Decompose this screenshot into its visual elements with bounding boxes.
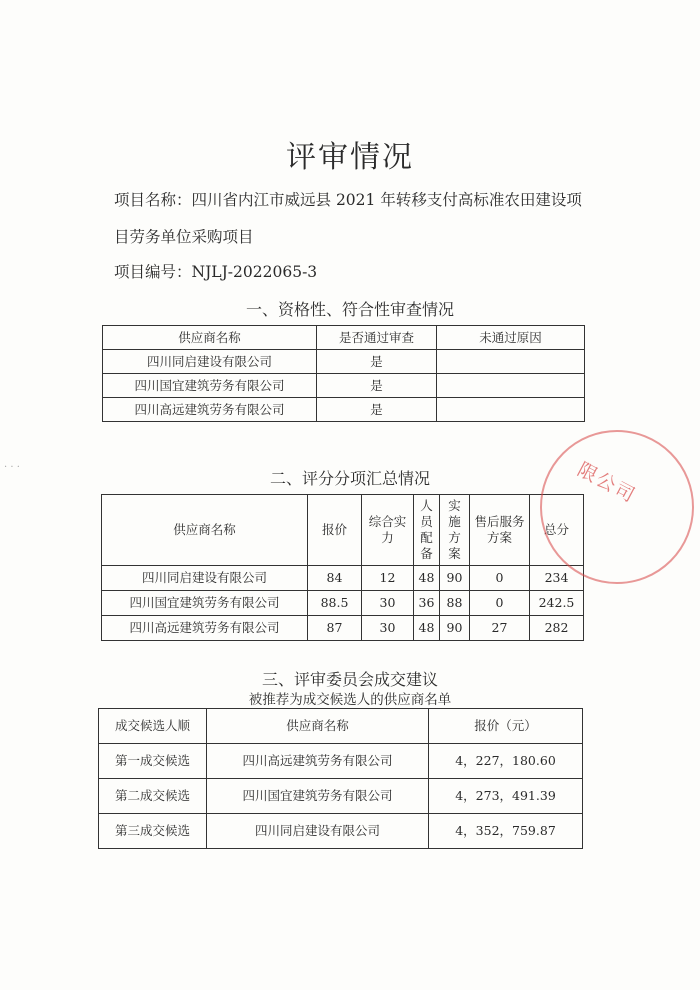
price-cell: 4，352，759.87 [429, 814, 583, 849]
score-cell: 88.5 [308, 591, 362, 616]
company-seal-text: 限公司 [573, 458, 640, 508]
total-cell: 282 [530, 616, 584, 641]
total-cell: 234 [530, 566, 584, 591]
supplier-cell: 四川同启建设有限公司 [102, 566, 308, 591]
table-row [103, 350, 585, 374]
header-cell: 是否通过审查 [317, 326, 437, 350]
score-cell: 36 [414, 591, 440, 616]
table-header-row [103, 326, 585, 350]
table-header-row [99, 709, 583, 744]
pass-cell: 是 [317, 398, 437, 422]
section3-title: 三、评审委员会成交建议 [261, 670, 438, 689]
score-cell: 48 [414, 616, 440, 641]
rank-cell: 第一成交候选 [99, 744, 207, 779]
header-cell: 未通过原因 [437, 326, 585, 350]
score-cell: 90 [440, 566, 470, 591]
project-number-value: NJLJ-2022065-3 [191, 263, 318, 281]
table-row [99, 744, 583, 779]
score-cell: 48 [414, 566, 440, 591]
header-cell: 成交候选人顺 [99, 709, 207, 744]
table-row [103, 398, 585, 422]
project-name-line1 [114, 190, 582, 210]
header-cell: 供应商名称 [207, 709, 429, 744]
project-name-line2: 目劳务单位采购项目 [114, 228, 254, 246]
supplier-cell: 四川高远建筑劳务有限公司 [103, 398, 317, 422]
score-cell: 0 [470, 591, 530, 616]
table-row [99, 779, 583, 814]
header-cell: 报价（元） [429, 709, 583, 744]
supplier-cell: 四川国宜建筑劳务有限公司 [207, 779, 429, 814]
score-cell: 88 [440, 591, 470, 616]
rank-cell: 第二成交候选 [99, 779, 207, 814]
supplier-cell: 四川同启建设有限公司 [103, 350, 317, 374]
score-cell: 84 [308, 566, 362, 591]
header-cell: 总分 [530, 495, 584, 566]
reason-cell [437, 350, 585, 374]
company-seal [540, 430, 694, 584]
table-row [102, 616, 584, 641]
section2-title: 二、评分分项汇总情况 [269, 469, 430, 488]
header-cell: 供应商名称 [103, 326, 317, 350]
recommendation-table [98, 708, 583, 849]
scoring-table [101, 494, 584, 641]
score-cell: 87 [308, 616, 362, 641]
table-header-row [102, 495, 584, 566]
document-title: 评审情况 [286, 140, 414, 175]
supplier-cell: 四川国宜建筑劳务有限公司 [103, 374, 317, 398]
price-cell: 4，273，491.39 [429, 779, 583, 814]
supplier-cell: 四川高远建筑劳务有限公司 [102, 616, 308, 641]
rank-cell: 第三成交候选 [99, 814, 207, 849]
qualification-table [102, 325, 585, 422]
reason-cell [437, 374, 585, 398]
price-cell: 4，227，180.60 [429, 744, 583, 779]
score-cell: 30 [362, 591, 414, 616]
score-cell: 27 [470, 616, 530, 641]
score-cell: 90 [440, 616, 470, 641]
header-cell: 人员配备 [414, 495, 440, 566]
total-cell: 242.5 [530, 591, 584, 616]
pass-cell: 是 [317, 374, 437, 398]
header-cell: 实施方案 [440, 495, 470, 566]
scan-specks: · · · [4, 462, 20, 473]
project-number [114, 262, 317, 282]
project-name-label: 项目名称： [114, 191, 192, 209]
project-name-value: 四川省内江市威远县 2021 年转移支付高标准农田建设项 [191, 191, 582, 209]
header-cell: 报价 [308, 495, 362, 566]
header-cell: 售后服务方案 [470, 495, 530, 566]
supplier-cell: 四川国宜建筑劳务有限公司 [102, 591, 308, 616]
score-cell: 30 [362, 616, 414, 641]
score-cell: 0 [470, 566, 530, 591]
project-number-label: 项目编号： [114, 263, 192, 281]
reason-cell [437, 398, 585, 422]
pass-cell: 是 [317, 350, 437, 374]
header-cell: 综合实力 [362, 495, 414, 566]
section3-subtitle: 被推荐为成交候选人的供应商名单 [248, 692, 452, 708]
table-row [102, 591, 584, 616]
supplier-cell: 四川高远建筑劳务有限公司 [207, 744, 429, 779]
table-row [103, 374, 585, 398]
score-cell: 12 [362, 566, 414, 591]
supplier-cell: 四川同启建设有限公司 [207, 814, 429, 849]
header-cell: 供应商名称 [102, 495, 308, 566]
section1-title: 一、资格性、符合性审查情况 [245, 300, 454, 319]
table-row [99, 814, 583, 849]
table-row [102, 566, 584, 591]
